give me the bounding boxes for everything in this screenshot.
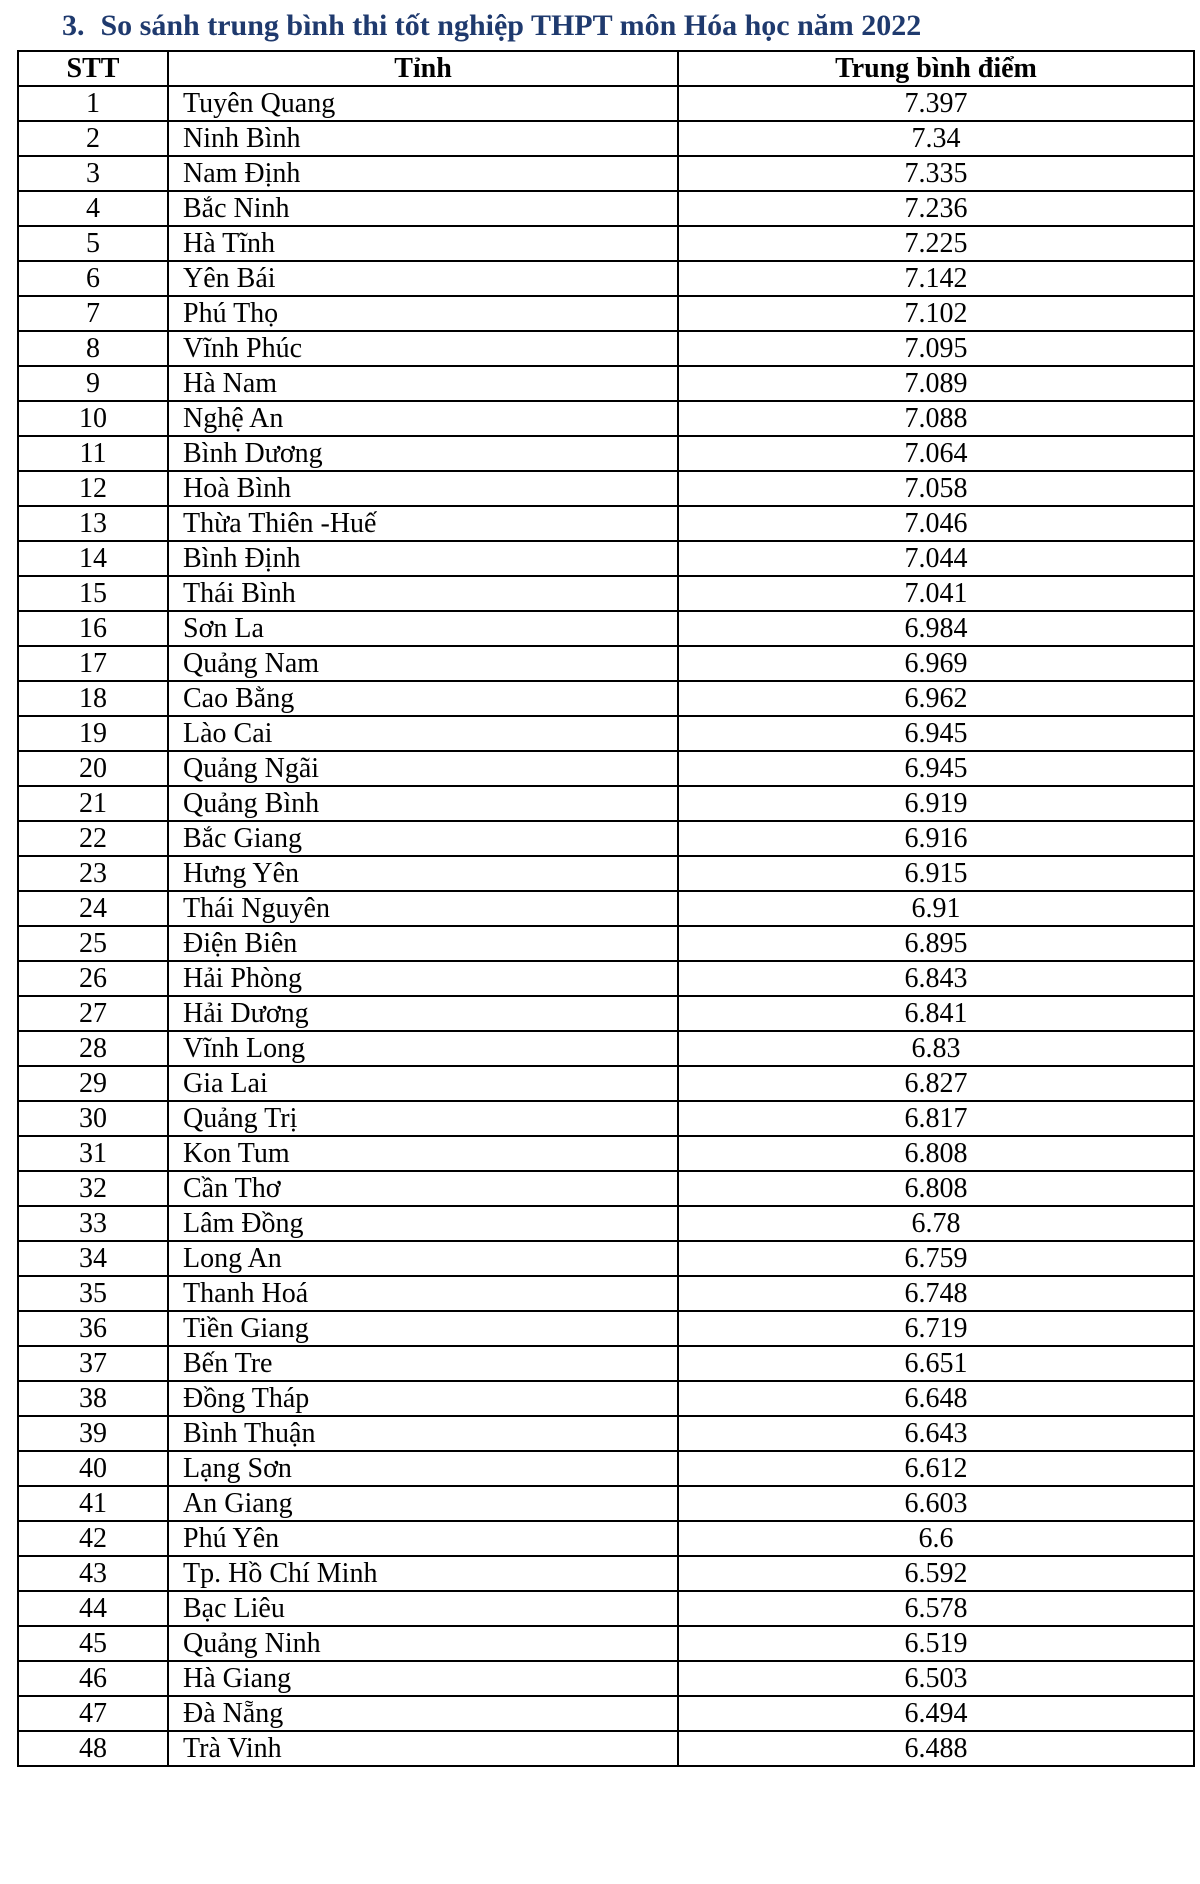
row-score: 6.969 bbox=[678, 646, 1194, 681]
row-score: 6.578 bbox=[678, 1591, 1194, 1626]
row-score: 6.945 bbox=[678, 716, 1194, 751]
row-province: Nam Định bbox=[168, 156, 678, 191]
row-score: 6.719 bbox=[678, 1311, 1194, 1346]
table-row bbox=[18, 856, 1194, 891]
row-score: 7.34 bbox=[678, 121, 1194, 156]
table-row bbox=[18, 1206, 1194, 1241]
row-province: Cao Bằng bbox=[168, 681, 678, 716]
row-province: Vĩnh Phúc bbox=[168, 331, 678, 366]
row-score: 7.225 bbox=[678, 226, 1194, 261]
row-score: 6.612 bbox=[678, 1451, 1194, 1486]
table-row bbox=[18, 716, 1194, 751]
row-score: 6.6 bbox=[678, 1521, 1194, 1556]
table-row bbox=[18, 1591, 1194, 1626]
row-score: 6.78 bbox=[678, 1206, 1194, 1241]
row-stt: 36 bbox=[18, 1311, 168, 1346]
row-score: 6.984 bbox=[678, 611, 1194, 646]
row-province: Bạc Liêu bbox=[168, 1591, 678, 1626]
row-stt: 10 bbox=[18, 401, 168, 436]
row-stt: 45 bbox=[18, 1626, 168, 1661]
row-province: Quảng Ninh bbox=[168, 1626, 678, 1661]
row-score: 7.397 bbox=[678, 86, 1194, 121]
row-stt: 7 bbox=[18, 296, 168, 331]
row-score: 7.089 bbox=[678, 366, 1194, 401]
row-score: 6.603 bbox=[678, 1486, 1194, 1521]
header-score: Trung bình điểm bbox=[678, 51, 1194, 86]
row-stt: 48 bbox=[18, 1731, 168, 1766]
row-province: Cần Thơ bbox=[168, 1171, 678, 1206]
table-row bbox=[18, 471, 1194, 506]
row-province: Vĩnh Long bbox=[168, 1031, 678, 1066]
table-body bbox=[18, 86, 1194, 1766]
row-province: Tuyên Quang bbox=[168, 86, 678, 121]
table-row bbox=[18, 1661, 1194, 1696]
row-stt: 16 bbox=[18, 611, 168, 646]
row-stt: 25 bbox=[18, 926, 168, 961]
table-row bbox=[18, 1136, 1194, 1171]
row-province: Hà Nam bbox=[168, 366, 678, 401]
table-row bbox=[18, 1731, 1194, 1766]
row-score: 6.945 bbox=[678, 751, 1194, 786]
row-province: Lạng Sơn bbox=[168, 1451, 678, 1486]
row-province: Lào Cai bbox=[168, 716, 678, 751]
table-row bbox=[18, 191, 1194, 226]
row-province: Bình Dương bbox=[168, 436, 678, 471]
table-row bbox=[18, 1031, 1194, 1066]
table-row bbox=[18, 121, 1194, 156]
section-title: So sánh trung bình thi tốt nghiệp THPT môn Hóa học năm 2022 bbox=[100, 9, 922, 42]
table-row bbox=[18, 1556, 1194, 1591]
row-province: Thanh Hoá bbox=[168, 1276, 678, 1311]
row-stt: 8 bbox=[18, 331, 168, 366]
row-province: Nghệ An bbox=[168, 401, 678, 436]
table-row bbox=[18, 1171, 1194, 1206]
row-province: Hoà Bình bbox=[168, 471, 678, 506]
table-row bbox=[18, 261, 1194, 296]
table-row bbox=[18, 86, 1194, 121]
table-row bbox=[18, 1101, 1194, 1136]
row-score: 7.046 bbox=[678, 506, 1194, 541]
row-score: 6.91 bbox=[678, 891, 1194, 926]
row-province: An Giang bbox=[168, 1486, 678, 1521]
header-province: Tỉnh bbox=[168, 51, 678, 86]
row-province: Trà Vinh bbox=[168, 1731, 678, 1766]
row-stt: 21 bbox=[18, 786, 168, 821]
row-score: 6.808 bbox=[678, 1136, 1194, 1171]
row-score: 6.494 bbox=[678, 1696, 1194, 1731]
row-province: Bắc Ninh bbox=[168, 191, 678, 226]
row-stt: 41 bbox=[18, 1486, 168, 1521]
row-stt: 14 bbox=[18, 541, 168, 576]
row-stt: 6 bbox=[18, 261, 168, 296]
row-province: Hà Giang bbox=[168, 1661, 678, 1696]
row-province: Tp. Hồ Chí Minh bbox=[168, 1556, 678, 1591]
table-row bbox=[18, 961, 1194, 996]
table-row bbox=[18, 1486, 1194, 1521]
row-stt: 27 bbox=[18, 996, 168, 1031]
row-stt: 22 bbox=[18, 821, 168, 856]
row-stt: 47 bbox=[18, 1696, 168, 1731]
row-score: 7.044 bbox=[678, 541, 1194, 576]
row-stt: 5 bbox=[18, 226, 168, 261]
row-score: 6.592 bbox=[678, 1556, 1194, 1591]
row-province: Quảng Nam bbox=[168, 646, 678, 681]
row-score: 6.808 bbox=[678, 1171, 1194, 1206]
row-province: Điện Biên bbox=[168, 926, 678, 961]
row-province: Hà Tĩnh bbox=[168, 226, 678, 261]
row-province: Tiền Giang bbox=[168, 1311, 678, 1346]
row-province: Quảng Bình bbox=[168, 786, 678, 821]
row-score: 6.651 bbox=[678, 1346, 1194, 1381]
row-stt: 1 bbox=[18, 86, 168, 121]
row-stt: 15 bbox=[18, 576, 168, 611]
row-stt: 20 bbox=[18, 751, 168, 786]
section-number: 3. bbox=[62, 9, 85, 42]
row-score: 6.519 bbox=[678, 1626, 1194, 1661]
row-stt: 31 bbox=[18, 1136, 168, 1171]
row-province: Bình Định bbox=[168, 541, 678, 576]
row-province: Hải Dương bbox=[168, 996, 678, 1031]
table-row bbox=[18, 821, 1194, 856]
row-province: Hải Phòng bbox=[168, 961, 678, 996]
row-province: Hưng Yên bbox=[168, 856, 678, 891]
row-province: Ninh Bình bbox=[168, 121, 678, 156]
row-province: Kon Tum bbox=[168, 1136, 678, 1171]
table-row bbox=[18, 1451, 1194, 1486]
row-score: 6.841 bbox=[678, 996, 1194, 1031]
header-stt: STT bbox=[18, 51, 168, 86]
row-score: 6.759 bbox=[678, 1241, 1194, 1276]
row-stt: 18 bbox=[18, 681, 168, 716]
row-province: Bình Thuận bbox=[168, 1416, 678, 1451]
row-score: 6.643 bbox=[678, 1416, 1194, 1451]
table-row bbox=[18, 1381, 1194, 1416]
row-stt: 12 bbox=[18, 471, 168, 506]
row-province: Bến Tre bbox=[168, 1346, 678, 1381]
row-stt: 3 bbox=[18, 156, 168, 191]
table-row bbox=[18, 1241, 1194, 1276]
row-score: 6.503 bbox=[678, 1661, 1194, 1696]
table-row bbox=[18, 926, 1194, 961]
row-province: Sơn La bbox=[168, 611, 678, 646]
row-province: Gia Lai bbox=[168, 1066, 678, 1101]
table-row bbox=[18, 681, 1194, 716]
row-score: 6.83 bbox=[678, 1031, 1194, 1066]
row-stt: 9 bbox=[18, 366, 168, 401]
row-stt: 33 bbox=[18, 1206, 168, 1241]
row-stt: 30 bbox=[18, 1101, 168, 1136]
table-row bbox=[18, 1311, 1194, 1346]
row-score: 6.915 bbox=[678, 856, 1194, 891]
row-province: Đà Nẵng bbox=[168, 1696, 678, 1731]
row-stt: 4 bbox=[18, 191, 168, 226]
table-row bbox=[18, 156, 1194, 191]
table-row bbox=[18, 1416, 1194, 1451]
row-stt: 40 bbox=[18, 1451, 168, 1486]
table-row bbox=[18, 226, 1194, 261]
table-row bbox=[18, 366, 1194, 401]
row-stt: 42 bbox=[18, 1521, 168, 1556]
table-row bbox=[18, 1521, 1194, 1556]
row-stt: 32 bbox=[18, 1171, 168, 1206]
row-province: Long An bbox=[168, 1241, 678, 1276]
row-stt: 43 bbox=[18, 1556, 168, 1591]
row-score: 6.843 bbox=[678, 961, 1194, 996]
row-score: 7.058 bbox=[678, 471, 1194, 506]
table-row bbox=[18, 401, 1194, 436]
row-stt: 24 bbox=[18, 891, 168, 926]
row-stt: 38 bbox=[18, 1381, 168, 1416]
table-row bbox=[18, 436, 1194, 471]
row-score: 7.335 bbox=[678, 156, 1194, 191]
score-table bbox=[17, 50, 1195, 1767]
row-score: 7.236 bbox=[678, 191, 1194, 226]
row-score: 6.748 bbox=[678, 1276, 1194, 1311]
row-stt: 13 bbox=[18, 506, 168, 541]
row-stt: 46 bbox=[18, 1661, 168, 1696]
table-row bbox=[18, 1696, 1194, 1731]
row-score: 6.916 bbox=[678, 821, 1194, 856]
row-province: Quảng Trị bbox=[168, 1101, 678, 1136]
row-score: 6.488 bbox=[678, 1731, 1194, 1766]
section-heading bbox=[62, 4, 921, 48]
table-row bbox=[18, 1346, 1194, 1381]
table-row bbox=[18, 611, 1194, 646]
table-row bbox=[18, 331, 1194, 366]
row-stt: 34 bbox=[18, 1241, 168, 1276]
row-score: 7.041 bbox=[678, 576, 1194, 611]
table-header-row bbox=[18, 51, 1194, 86]
row-province: Quảng Ngãi bbox=[168, 751, 678, 786]
row-stt: 19 bbox=[18, 716, 168, 751]
row-province: Thái Bình bbox=[168, 576, 678, 611]
row-stt: 11 bbox=[18, 436, 168, 471]
row-province: Phú Thọ bbox=[168, 296, 678, 331]
row-score: 6.919 bbox=[678, 786, 1194, 821]
row-score: 6.817 bbox=[678, 1101, 1194, 1136]
table-row bbox=[18, 996, 1194, 1031]
row-province: Yên Bái bbox=[168, 261, 678, 296]
table-row bbox=[18, 1276, 1194, 1311]
row-score: 7.142 bbox=[678, 261, 1194, 296]
row-province: Bắc Giang bbox=[168, 821, 678, 856]
row-stt: 23 bbox=[18, 856, 168, 891]
row-score: 7.064 bbox=[678, 436, 1194, 471]
row-score: 7.102 bbox=[678, 296, 1194, 331]
row-stt: 39 bbox=[18, 1416, 168, 1451]
row-stt: 29 bbox=[18, 1066, 168, 1101]
table-row bbox=[18, 506, 1194, 541]
row-stt: 17 bbox=[18, 646, 168, 681]
table-row bbox=[18, 891, 1194, 926]
row-score: 6.962 bbox=[678, 681, 1194, 716]
row-stt: 2 bbox=[18, 121, 168, 156]
row-province: Thái Nguyên bbox=[168, 891, 678, 926]
row-stt: 35 bbox=[18, 1276, 168, 1311]
row-stt: 44 bbox=[18, 1591, 168, 1626]
row-province: Phú Yên bbox=[168, 1521, 678, 1556]
table-row bbox=[18, 576, 1194, 611]
table-row bbox=[18, 646, 1194, 681]
row-score: 6.827 bbox=[678, 1066, 1194, 1101]
table-row bbox=[18, 751, 1194, 786]
row-stt: 28 bbox=[18, 1031, 168, 1066]
row-score: 6.648 bbox=[678, 1381, 1194, 1416]
table-row bbox=[18, 1626, 1194, 1661]
table-row bbox=[18, 786, 1194, 821]
row-stt: 37 bbox=[18, 1346, 168, 1381]
row-score: 7.088 bbox=[678, 401, 1194, 436]
row-province: Lâm Đồng bbox=[168, 1206, 678, 1241]
table-row bbox=[18, 541, 1194, 576]
row-score: 6.895 bbox=[678, 926, 1194, 961]
row-province: Thừa Thiên -Huế bbox=[168, 506, 678, 541]
table-row bbox=[18, 296, 1194, 331]
row-province: Đồng Tháp bbox=[168, 1381, 678, 1416]
table-row bbox=[18, 1066, 1194, 1101]
row-stt: 26 bbox=[18, 961, 168, 996]
row-score: 7.095 bbox=[678, 331, 1194, 366]
